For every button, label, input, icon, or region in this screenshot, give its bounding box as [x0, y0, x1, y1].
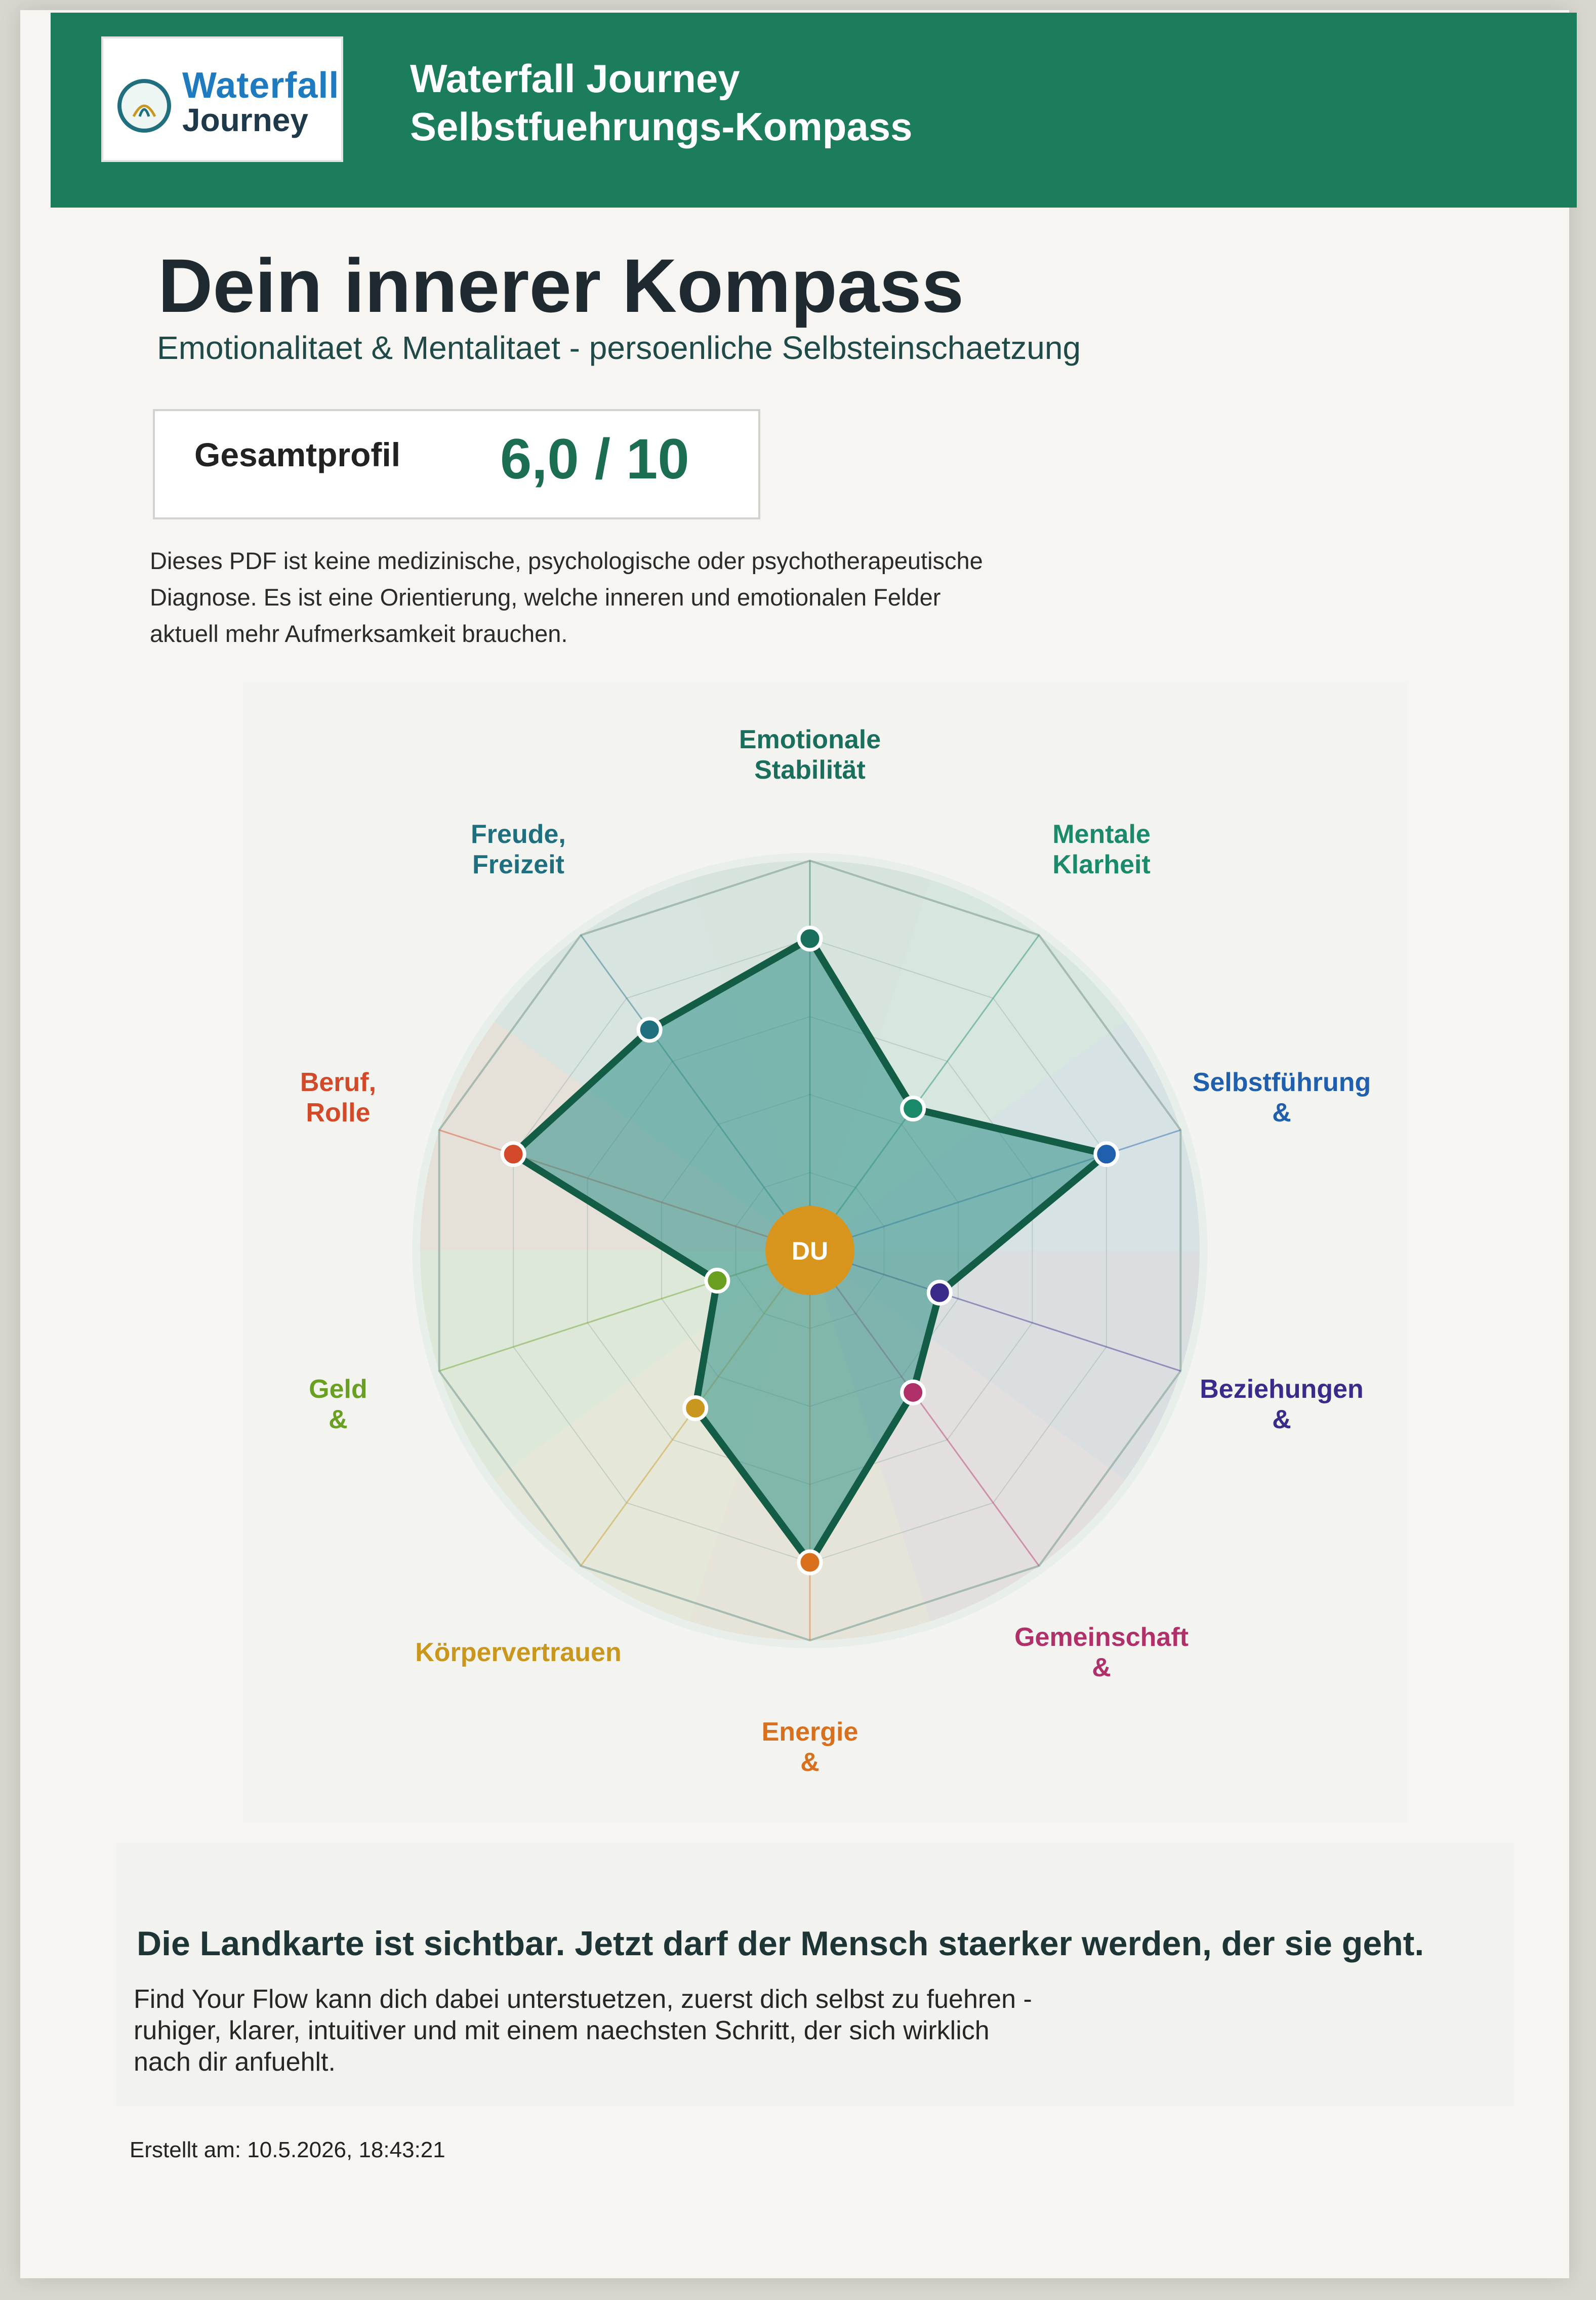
score-label: Gesamtprofil [194, 436, 401, 473]
closing-line: ruhiger, klarer, intuitiver und mit einem naechsten Schritt, der sich wirklich [134, 2016, 990, 2045]
disclaimer-line: Diagnose. Es ist eine Orientierung, welche inneren und emotionalen Felder [150, 584, 941, 611]
logo-text-line2: Journey [182, 102, 308, 138]
radar-data-point [684, 1397, 707, 1419]
radar-axis-label: Freude, Freizeit [471, 820, 566, 880]
radar-axis-label: Mentale Klarheit [1052, 820, 1151, 880]
closing-line: Find Your Flow kann dich dabei unterstuetzen, zuerst dich selbst zu fuehren - [134, 1985, 1032, 2014]
radar-data-point [638, 1019, 661, 1041]
radar-axis-label: Selbstführung & [1192, 1068, 1371, 1128]
header-subtitle: Selbstfuehrungs-Kompass [410, 104, 913, 149]
disclaimer-line: Dieses PDF ist keine medizinische, psychologische oder psychotherapeutische [150, 547, 983, 574]
header-title: Waterfall Journey [410, 56, 740, 101]
radar-data-point [902, 1381, 924, 1403]
page-title: Dein innerer Kompass [158, 243, 964, 328]
logo-text-line1: Waterfall [182, 65, 340, 106]
radar-chart-panel [243, 683, 1407, 1823]
page-subtitle: Emotionalitaet & Mentalitaet - persoenliche Selbsteinschaetzung [157, 330, 1081, 366]
radar-data-point [706, 1269, 728, 1292]
radar-data-point [1095, 1143, 1118, 1165]
radar-data-point [902, 1098, 924, 1120]
radar-axis-label: Körpervertrauen [415, 1637, 622, 1667]
score-box [153, 409, 760, 519]
disclaimer-line: aktuell mehr Aufmerksamkeit brauchen. [150, 620, 568, 647]
radar-axis-label: Beziehungen & [1200, 1374, 1364, 1434]
radar-axis-label: Gemeinschaft & [1014, 1622, 1189, 1682]
radar-axis-label: Beruf, Rolle [300, 1068, 377, 1128]
radar-axis-label: Emotionale Stabilität [739, 725, 881, 785]
logo [101, 36, 343, 162]
radar-chart [243, 683, 1407, 1823]
radar-data-point [928, 1281, 951, 1304]
radar-data-point [799, 927, 821, 950]
closing-line: nach dir anfuehlt. [134, 2047, 336, 2077]
radar-data-point [502, 1143, 524, 1165]
radar-center-label: DU [791, 1237, 829, 1265]
disclaimer-text [150, 543, 1112, 652]
radar-data-point [799, 1551, 821, 1573]
waterfall-logo-icon [117, 79, 171, 133]
created-timestamp: Erstellt am: 10.5.2026, 18:43:21 [130, 2137, 445, 2162]
closing-headline: Die Landkarte ist sichtbar. Jetzt darf der Mensch staerker werden, der sie geht. [137, 1924, 1424, 1963]
score-value: 6,0 / 10 [500, 427, 689, 491]
closing-text [134, 1984, 1146, 2078]
radar-axis-label: Geld & [309, 1374, 367, 1434]
radar-axis-label: Energie & [761, 1717, 858, 1777]
